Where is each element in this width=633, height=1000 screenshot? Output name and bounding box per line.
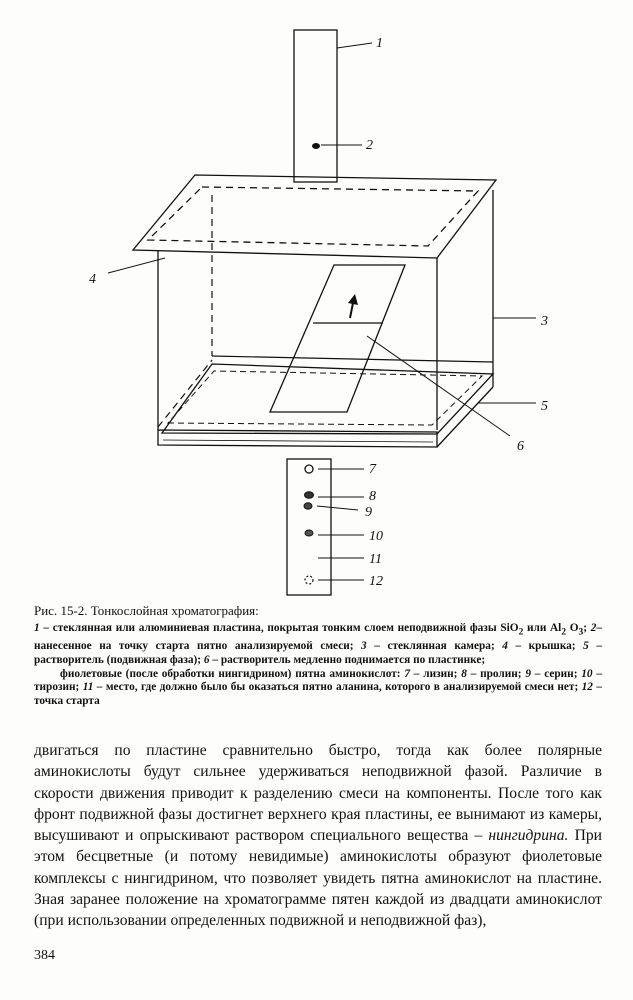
caption-text-1: – стеклянная или алюминиевая пластина, покрытая тонким слоем неподвижной фазы SiO	[39, 622, 519, 634]
caption-text-9: – серин;	[530, 667, 582, 680]
label-7: 7	[369, 462, 376, 477]
leader-line-9	[317, 506, 358, 510]
caption-text-p2: фиолетовые (после обработки нингидрином) пятна аминокислот:	[60, 667, 405, 680]
caption-text-12: – точка старта	[34, 681, 602, 708]
label-9: 9	[365, 505, 372, 520]
glass-plate	[294, 30, 337, 182]
caption-text-8: – пролин;	[466, 667, 526, 680]
label-5: 5	[541, 399, 548, 414]
solvent-base	[158, 364, 493, 447]
spot-10	[305, 530, 313, 536]
label-12: 12	[369, 574, 383, 589]
start-spot	[312, 143, 320, 149]
label-8: 8	[369, 489, 376, 504]
lid	[133, 175, 496, 258]
label-6: 6	[517, 439, 524, 454]
chromatogram-plate	[287, 459, 331, 595]
caption-text-1c: O	[566, 622, 579, 634]
caption-num-5: 5	[583, 640, 589, 653]
caption-sub-1: 2	[518, 627, 524, 638]
caption-text-7: – лизин;	[410, 667, 462, 680]
caption-num-9: 9	[525, 667, 531, 680]
body-text	[34, 740, 602, 932]
spot-7	[305, 465, 313, 473]
caption-text-2: – нанесенное на точку старта пятно анализируемой смеси;	[34, 622, 602, 653]
leader-line-1	[337, 43, 372, 48]
spot-9	[304, 503, 312, 509]
label-11: 11	[369, 552, 382, 567]
body-part-2: При этом бесцветные (и потому невидимые) аминокислоты образуют фиолетовые комплексы с нингидрином, что позволяет увидеть пятна аминокислот на пластине. Зная заранее положение на хроматограмме пятен каждой из двадцати аминокислот (при использовании определенных подвижной и неподвижной фаз),	[34, 827, 602, 930]
spot-8	[305, 492, 314, 499]
body-part-1: двигаться по пластине сравнительно быстро, тогда как более полярные аминокислоты будут сильнее удерживаться неподвижной фазой. Различие в скорости движения приводит к разделению смеси на компоненты. После того как фронт подвижной фазы достигнет верхнего края пластины, ее вынимают из камеры, высушивают и опрыскивают раствором специального вещества –	[34, 742, 602, 845]
label-3: 3	[541, 314, 548, 329]
body-paragraph	[34, 740, 602, 932]
caption-text-5: – растворитель (подвижная фаза);	[34, 640, 602, 666]
spot-12	[305, 576, 313, 584]
caption-paragraph-2	[34, 668, 602, 709]
caption-text-1b: или Al	[523, 622, 562, 634]
plate-in-chamber	[270, 265, 405, 412]
body-emphasis: нингидрина.	[488, 827, 569, 845]
caption-num-12: 12	[581, 681, 593, 694]
caption-text-3: – стеклянная камера;	[366, 640, 503, 653]
figure-caption-body	[34, 622, 602, 709]
caption-sub-3: 3	[578, 627, 584, 638]
label-10: 10	[369, 529, 383, 544]
figure-caption-title: Рис. 15-2. Тонкослойная хроматография:	[34, 603, 259, 618]
caption-num-2: 2	[590, 622, 597, 634]
label-4: 4	[89, 272, 96, 287]
caption-num-1: 1	[34, 622, 40, 634]
leader-line-4	[108, 258, 165, 273]
leader-line-6	[367, 336, 510, 436]
glass-chamber	[158, 190, 493, 430]
caption-text-11: – место, где должно было бы оказаться пятно аланина, которого в анализируемой смеси нет;	[93, 681, 582, 694]
caption-num-11: 11	[82, 681, 94, 694]
caption-sub-2: 2	[561, 627, 567, 638]
label-2: 2	[366, 138, 373, 153]
caption-num-8: 8	[461, 667, 467, 680]
caption-num-6: 6	[203, 653, 210, 666]
caption-text-6: – растворитель медленно поднимается по пластинке;	[209, 653, 486, 666]
caption-text-4: – крышка;	[507, 640, 584, 653]
caption-text-1d: ;	[583, 622, 591, 634]
caption-num-4: 4	[502, 640, 508, 653]
caption-paragraph-1	[34, 622, 602, 668]
caption-text-10: – тирозин;	[34, 667, 603, 694]
caption-num-7: 7	[404, 667, 410, 680]
label-1: 1	[376, 36, 383, 51]
caption-num-10: 10	[581, 667, 593, 680]
page-number: 384	[34, 948, 55, 963]
caption-num-3: 3	[361, 640, 367, 653]
